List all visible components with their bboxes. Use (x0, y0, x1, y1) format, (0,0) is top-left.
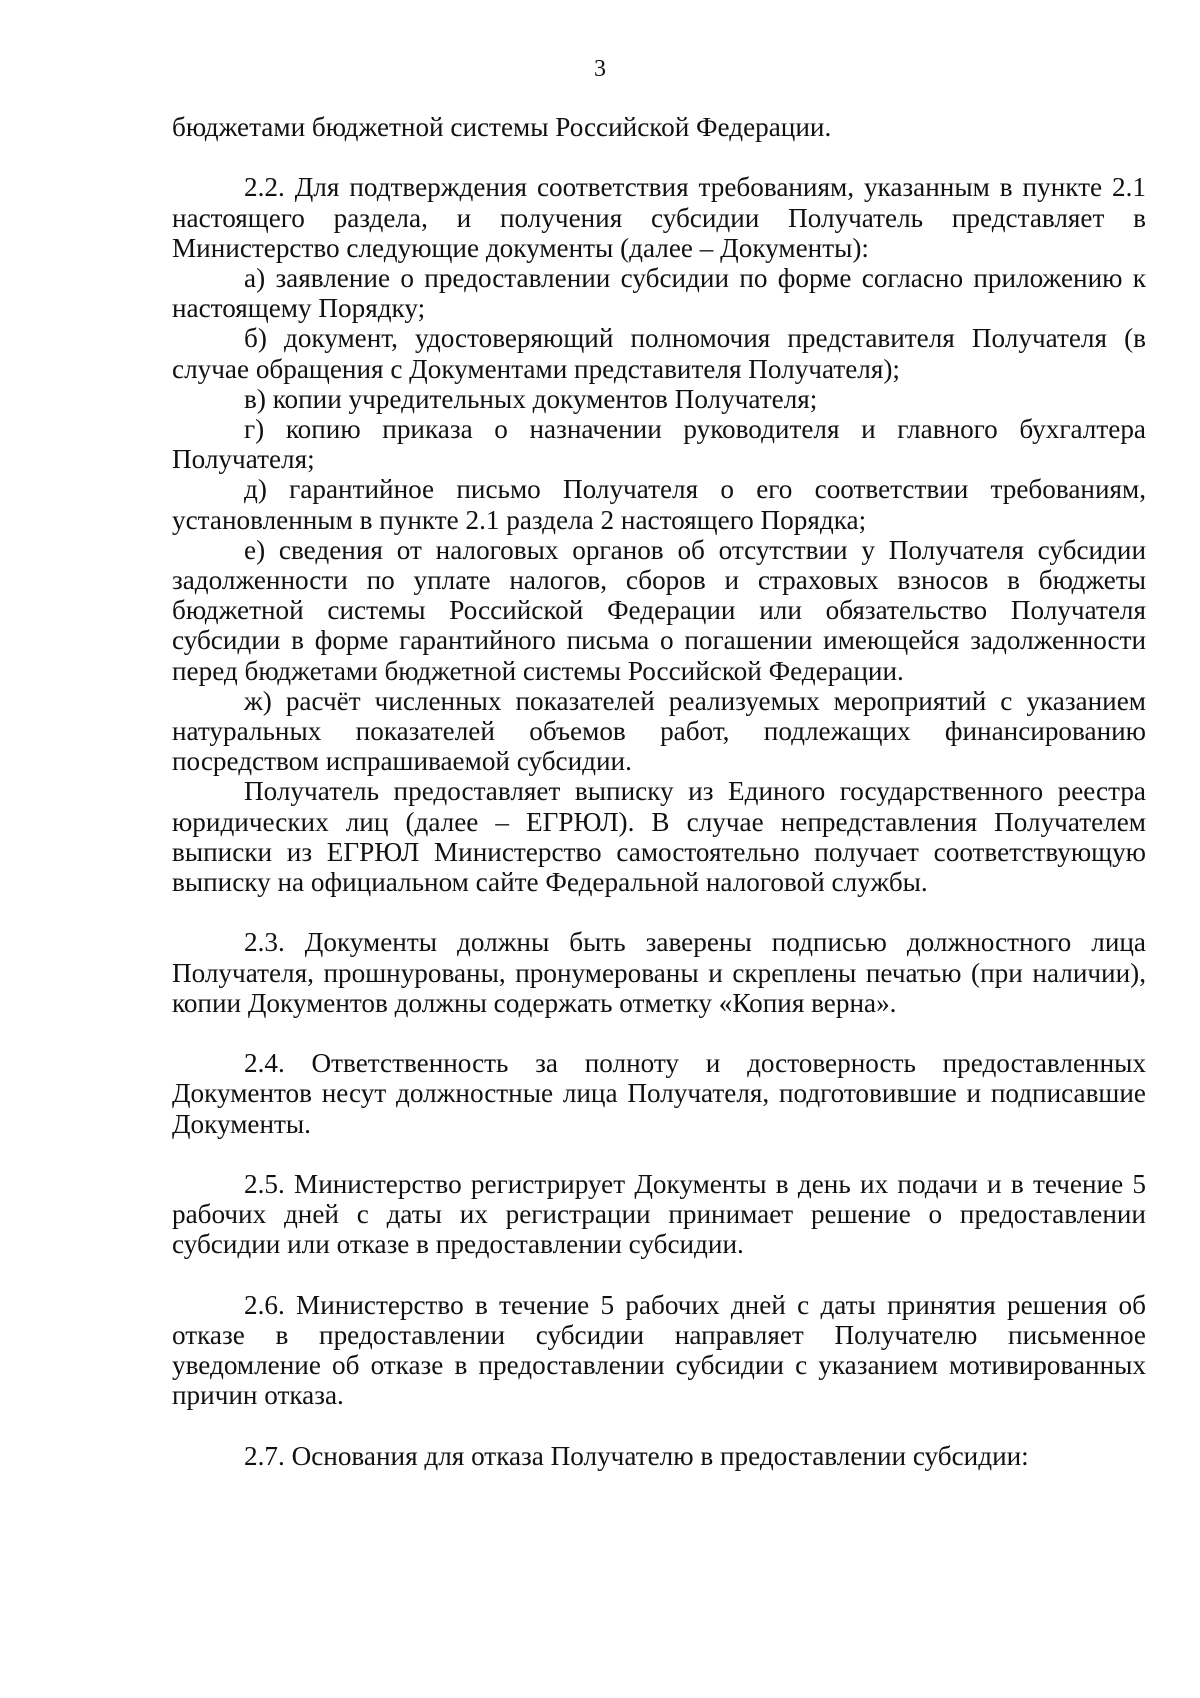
list-item-g: г) копию приказа о назначении руководителя и главного бухгалтера Получателя; (172, 414, 1146, 475)
paragraph-2-3: 2.3. Документы должны быть заверены подписью должностного лица Получателя, прошнурованы, пронумерованы и скреплены печатью (при наличии), копии Документов должны содержать отметку «Копия верна». (172, 927, 1146, 1018)
paragraph-egrul: Получатель предоставляет выписку из Единого государственного реестра юридических лиц (далее – ЕГРЮЛ). В случае непредставления Получателем выписки из ЕГРЮЛ Министерство самостоятельно получает соответствующую выписку на официальном сайте Федеральной налоговой службы. (172, 776, 1146, 898)
list-item-d: д) гарантийное письмо Получателя о его соответствии требованиям, установленным в пункте 2.1 раздела 2 настоящего Порядка; (172, 474, 1146, 535)
page-number: 3 (594, 56, 606, 82)
paragraph-gap (172, 142, 1146, 172)
paragraph-2-6: 2.6. Министерство в течение 5 рабочих дней с даты принятия решения об отказе в предоставлении субсидии направляет Получателю письменное уведомление об отказе в предоставлении субсидии с указанием мотивированных причин отказа. (172, 1289, 1146, 1411)
list-item-e: е) сведения от налоговых органов об отсутствии у Получателя субсидии задолженности по уплате налогов, сборов и страховых взносов в бюджеты бюджетной системы Российской Федерации или обязательство Получателя субсидии в форме гарантийного письма о погашении имеющейся задолженности перед бюджетами бюджетной системы Российской Федерации. (172, 534, 1146, 686)
paragraph-2-5: 2.5. Министерство регистрирует Документы в день их подачи и в течение 5 рабочих дней с даты их регистрации принимает решение о предоставлении субсидии или отказе в предоставлении субсидии. (172, 1169, 1146, 1260)
list-item-a: а) заявление о предоставлении субсидии по форме согласно приложению к настоящему Порядку; (172, 263, 1146, 324)
list-item-b: б) документ, удостоверяющий полномочия представителя Получателя (в случае обращения с Документами представителя Получателя); (172, 323, 1146, 384)
paragraph-2-2: 2.2. Для подтверждения соответствия требованиям, указанным в пункте 2.1 настоящего раздела, и получения субсидии Получатель представляет в Министерство следующие документы (далее – Документы): (172, 172, 1146, 263)
paragraph-continuation: бюджетами бюджетной системы Российской Федерации. (172, 112, 832, 142)
paragraph-gap (172, 1018, 1146, 1048)
list-item-v: в) копии учредительных документов Получателя; (244, 383, 818, 414)
paragraph-2-4: 2.4. Ответственность за полноту и достоверность предоставленных Документов несут должностные лица Получателя, подготовившие и подписавшие Документы. (172, 1048, 1146, 1139)
paragraph-2-7: 2.7. Основания для отказа Получателю в предоставлении субсидии: (244, 1440, 1029, 1471)
paragraph-gap (172, 1139, 1146, 1169)
paragraph-gap (172, 1411, 1146, 1441)
document-body (172, 112, 1146, 1471)
list-item-zh: ж) расчёт численных показателей реализуемых мероприятий с указанием натуральных показателей объемов работ, подлежащих финансированию посредством испрашиваемой субсидии. (172, 685, 1146, 777)
paragraph-gap (172, 1260, 1146, 1290)
paragraph-gap (172, 897, 1146, 927)
